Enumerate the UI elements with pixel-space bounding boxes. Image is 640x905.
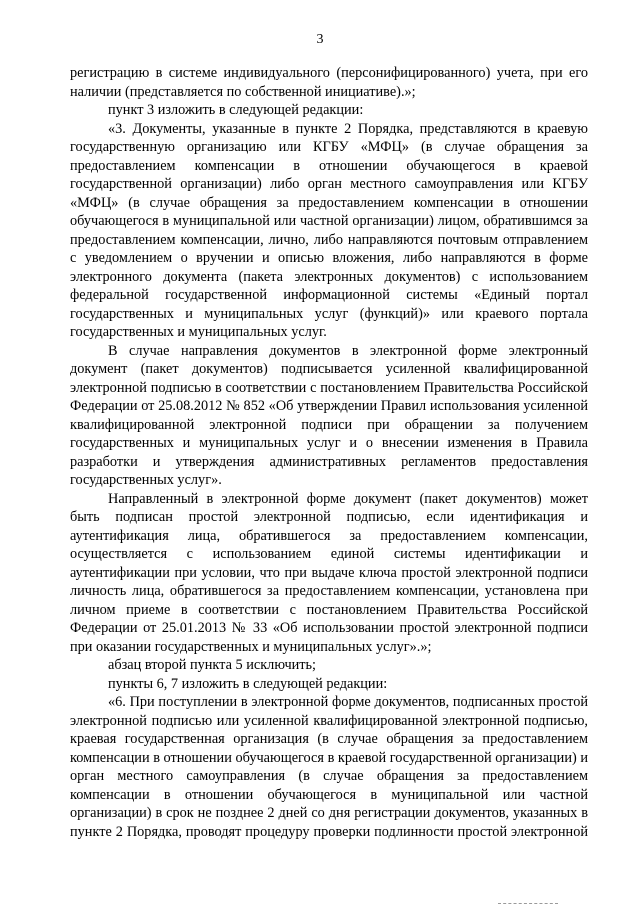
paragraph-point-3-text: «3. Документы, указанные в пункте 2 Порядка, представляются в краевую государственную организацию или КГБУ «МФЦ» (в случае обращения за предоставлением компенсации в отношении обучающегося в краевой государственной организации) либо орган местного самоуправления или КГБУ «МФЦ» (в случае обращения за предоставлением компенсации в отношении обучающегося в муниципальной или частной организации) лицом, обратившимся за предоставлением компенсации, лично, либо направляются почтовым отправлением с уведомлением о вручении и описью вложения, либо направляются в форме электронного документа (пакета электронных документов) с использованием федеральной государственной информационной системы «Единый портал государственных и муниципальных услуг (функций)» или краевого портала государственных и муниципальных услуг. bbox=[70, 120, 588, 340]
paragraph-point-6-text: «6. При поступлении в электронной форме документов, подписанных простой электронной подписью или усиленной квалифицированной электронной подписью, краевая государственная организация (в случае обращения за предоставлением компенсации в отношении обучающегося в краевой государственной организации) и орган местного самоуправления (в случае обращения за предоставлением компенсации в отношении обучающегося в муниципальной или частной организации) в срок не позднее 2 дней со дня регистрации документов, указанных в пункте 2 Порядка, проводят процедуру проверки подлинности простой электронной bbox=[70, 694, 588, 840]
paragraph-amend-point-3: пункт 3 изложить в следующей редакции: bbox=[108, 102, 364, 118]
paragraph-simple-signature: Направленный в электронной форме документ (пакет документов) может быть подписан простой электронной подписью, если идентификация и аутентификация лица, обратившегося за предоставлением компенсации, осуществляется с использованием единой системы идентификации и аутентификации при условии, что при выдаче ключа простой электронной подписи личность лица, обратившегося за предоставлением компенсации, установлена при личном приеме в соответствии с постановлением Правительства Российской Федерации от 25.01.2013 № 33 «Об использовании простой электронной подписи при оказании государственных и муниципальных услуг».»; bbox=[70, 490, 588, 655]
paragraph-exclude-point-5: абзац второй пункта 5 исключить; bbox=[108, 657, 317, 673]
document-body bbox=[70, 64, 588, 841]
paragraph-electronic-signature: В случае направления документов в электронной форме электронный документ (пакет документов) подписывается усиленной квалифицированной электронной подписью в соответствии с постановлением Правительства Российской Федерации от 25.08.2012 № 852 «Об утверждении Правил использования усиленной квалифицированной электронной подписи при обращении за получением государственных и муниципальных услуг и о внесении изменения в Правила разработки и утверждения административных регламентов предоставления государственных услуг». bbox=[70, 342, 588, 488]
paragraph-amend-points-6-7: пункты 6, 7 изложить в следующей редакции: bbox=[108, 675, 388, 692]
page-number: 3 bbox=[316, 32, 324, 47]
paragraph-registration-tail: регистрацию в системе индивидуального (персонифицированного) учета, при его наличии (представляется по собственной инициативе).»; bbox=[70, 65, 588, 100]
